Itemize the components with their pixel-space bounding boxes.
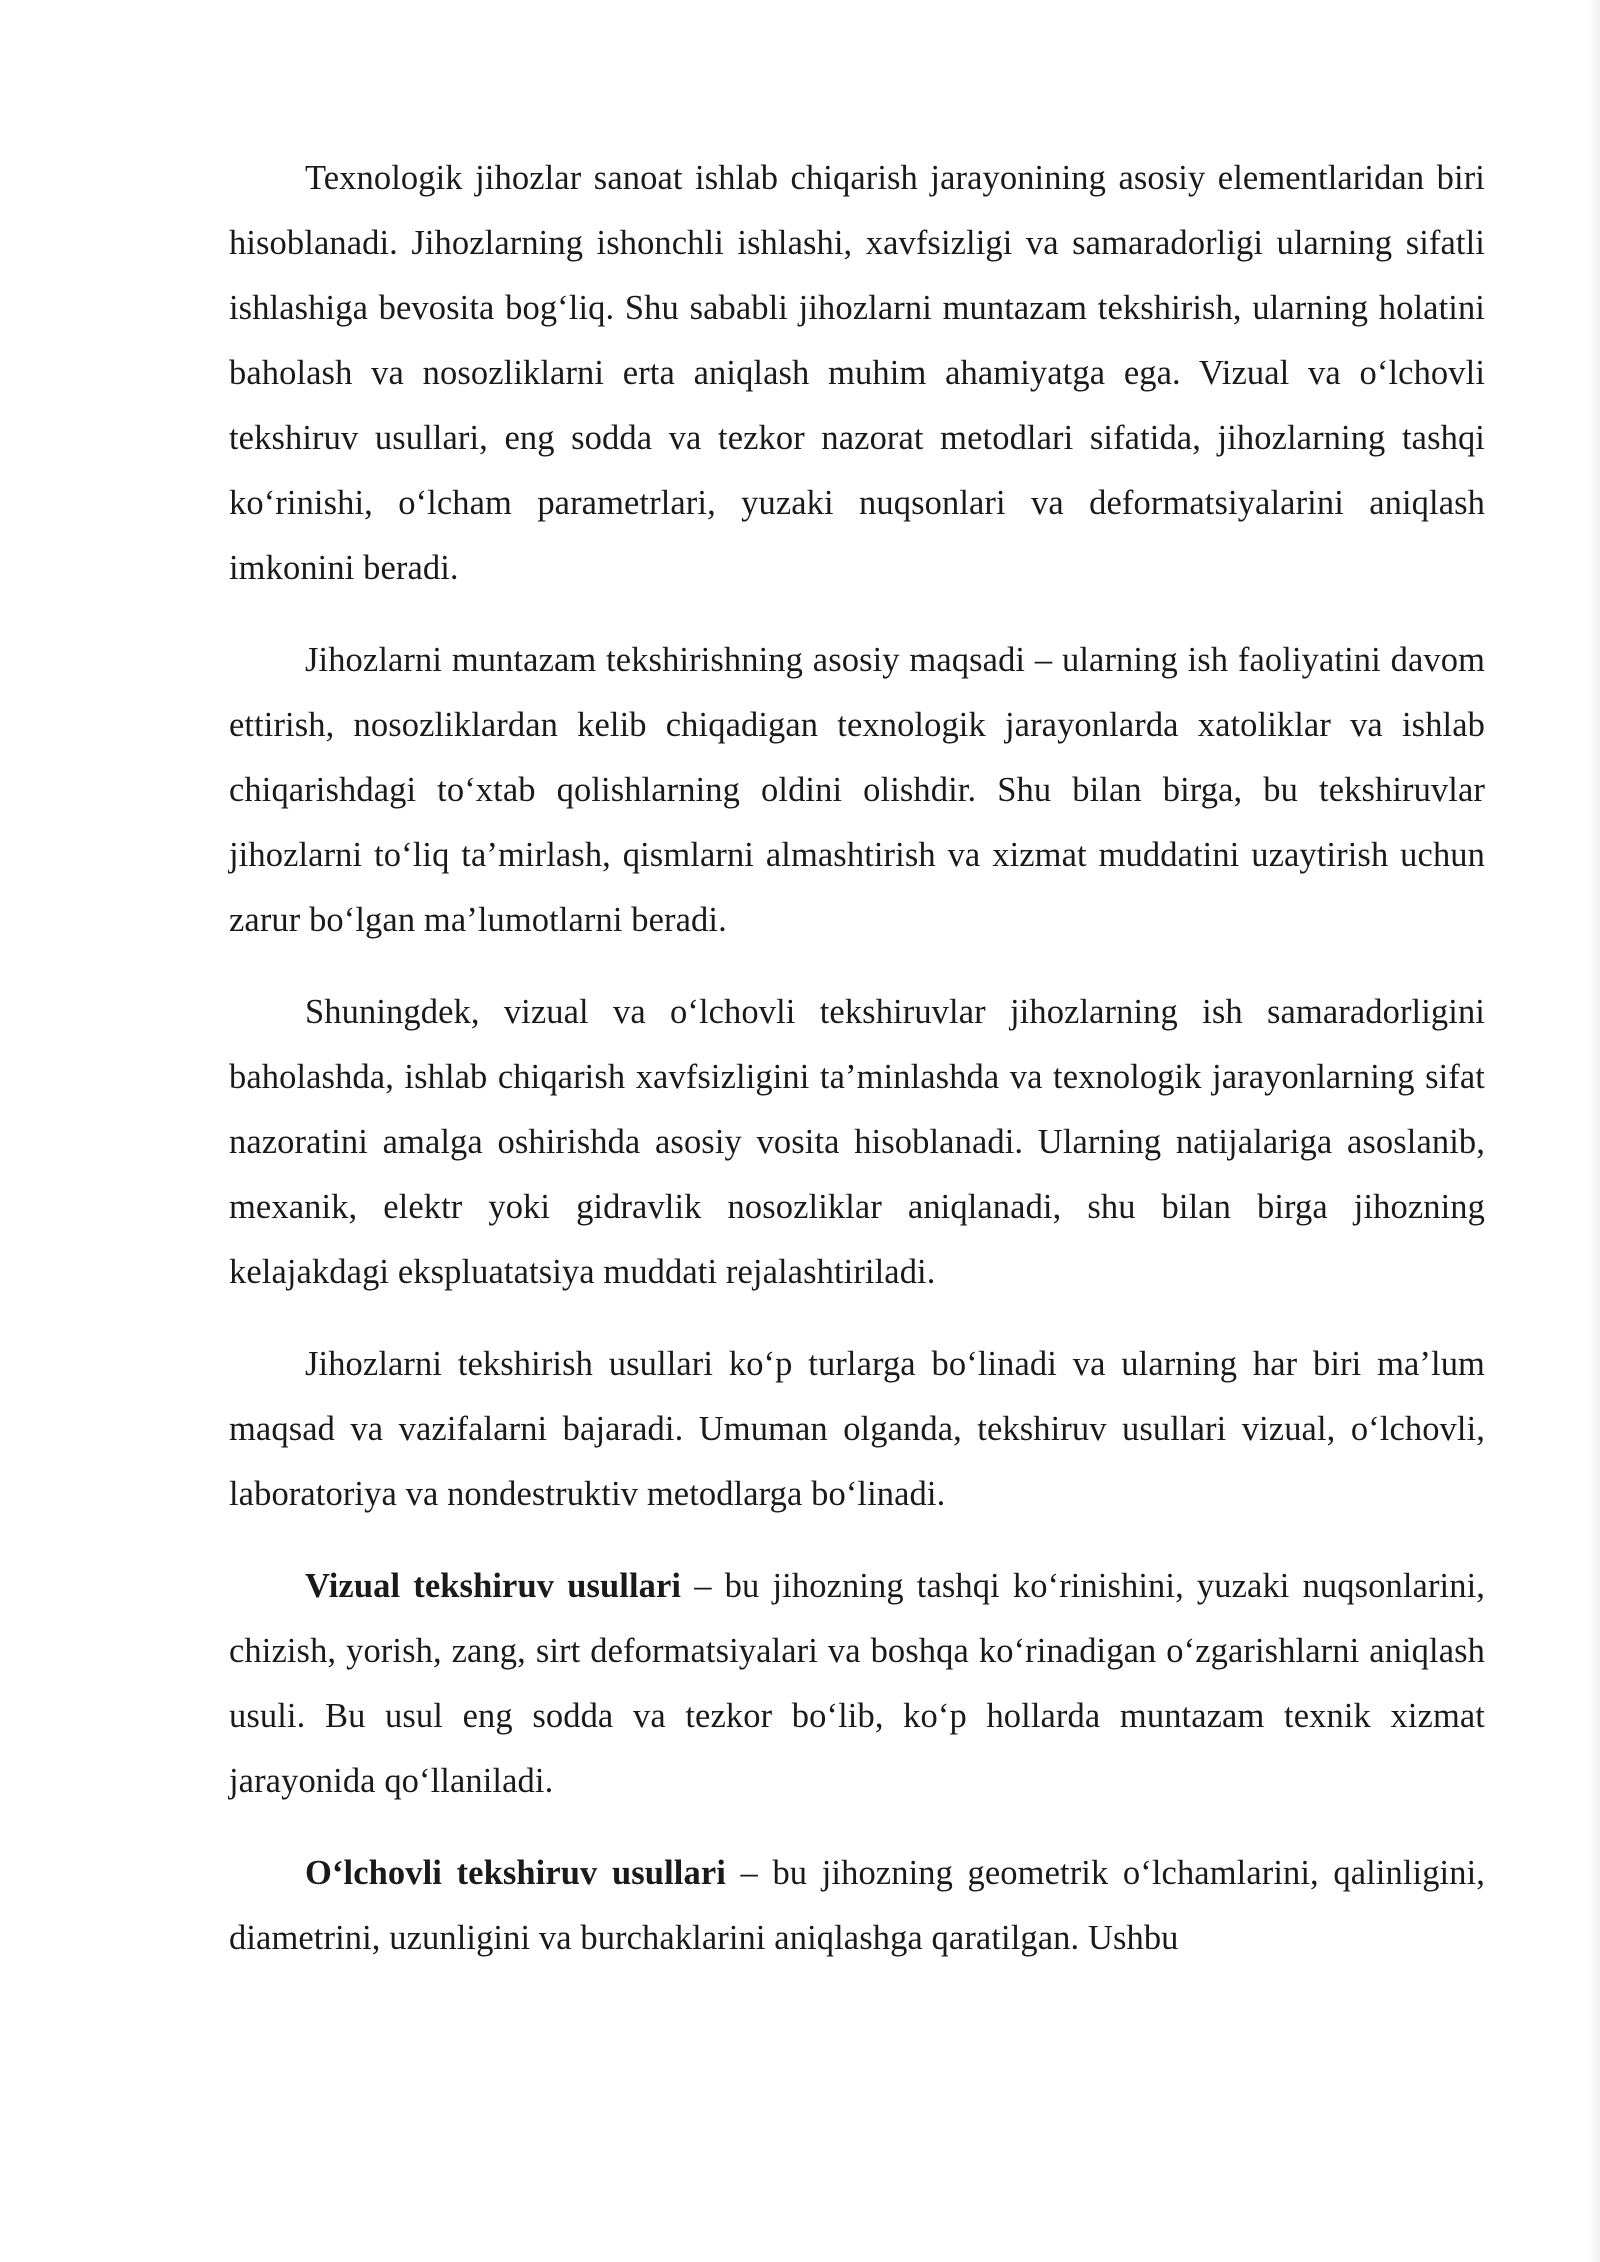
paragraph-purpose: Jihozlarni muntazam tekshirishning asosiy maqsadi – ularning ish faoliyatini davom ettirish, nosozliklardan kelib chiqadigan texnologik jarayonlarda xatoliklar va ishlab chiqarishdagi to‘xtab qolishlarning oldini olishdir. Shu bilan birga, bu tekshiruvlar jihozlarni to‘liq ta’mirlash, qismlarni almashtirish va xizmat muddatini uzaytirish uchun zarur bo‘lgan ma’lumotlarni beradi. <box>229 641 1485 939</box>
term-visual-methods: Vizual tekshiruv usullari <box>305 1567 682 1605</box>
paragraph-measurement-methods <box>229 1841 1485 1971</box>
paragraph-efficiency: Shuningdek, vizual va o‘lchovli tekshiruvlar jihozlarning ish samaradorligini baholashda, ishlab chiqarish xavfsizligini ta’minlashda va texnologik jarayonlarning sifat nazoratini amalga oshirishda asosiy vosita hisoblanadi. Ularning natijalariga asoslanib, mexanik, elektr yoki gidravlik nosozliklar aniqlanadi, shu bilan birga jihozning kelajakdagi ekspluatatsiya muddati rejalashtiriladi. <box>229 993 1485 1291</box>
paragraph-intro: Texnologik jihozlar sanoat ishlab chiqarish jarayonining asosiy elementlaridan biri hisoblanadi. Jihozlarning ishonchli ishlashi, xavfsizligi va samaradorligi ularning sifatli ishlashiga bevosita bog‘liq. Shu sababli jihozlarni muntazam tekshirish, ularning holatini baholash va nosozliklarni erta aniqlash muhim ahamiyatga ega. Vizual va o‘lchovli tekshiruv usullari, eng sodda va tezkor nazorat metodlari sifatida, jihozlarning tashqi ko‘rinishi, o‘lcham parametrlari, yuzaki nuqsonlari va deformatsiyalarini aniqlash imkonini beradi. <box>229 159 1485 587</box>
definition-visual-methods: – bu jihozning tashqi ko‘rinishini, yuzaki nuqsonlarini, chizish, yorish, zang, sirt deformatsiyalari va boshqa ko‘rinadigan o‘zgarishlarni aniqlash usuli. Bu usul eng sodda va tezkor bo‘lib, ko‘p hollarda muntazam texnik xizmat jarayonida qo‘llaniladi. <box>229 1567 1485 1800</box>
definition-measurement-methods: – bu jihozning geometrik o‘lchamlarini, qalinligini, diametrini, uzunligini va burchaklarini aniqlashga qaratilgan. Ushbu <box>229 1854 1486 1957</box>
paragraph-methods-overview: Jihozlarni tekshirish usullari ko‘p turlarga bo‘linadi va ularning har biri ma’lum maqsad va vazifalarni bajaradi. Umuman olganda, tekshiruv usullari vizual, o‘lchovli, laboratoriya va nondestruktiv metodlarga bo‘linadi. <box>229 1345 1485 1513</box>
paragraph-visual-methods <box>229 1554 1485 1814</box>
document-body <box>229 146 1485 1998</box>
term-measurement-methods: O‘lchovli tekshiruv usullari <box>305 1854 726 1892</box>
page-edge-shadow <box>1586 0 1600 2262</box>
